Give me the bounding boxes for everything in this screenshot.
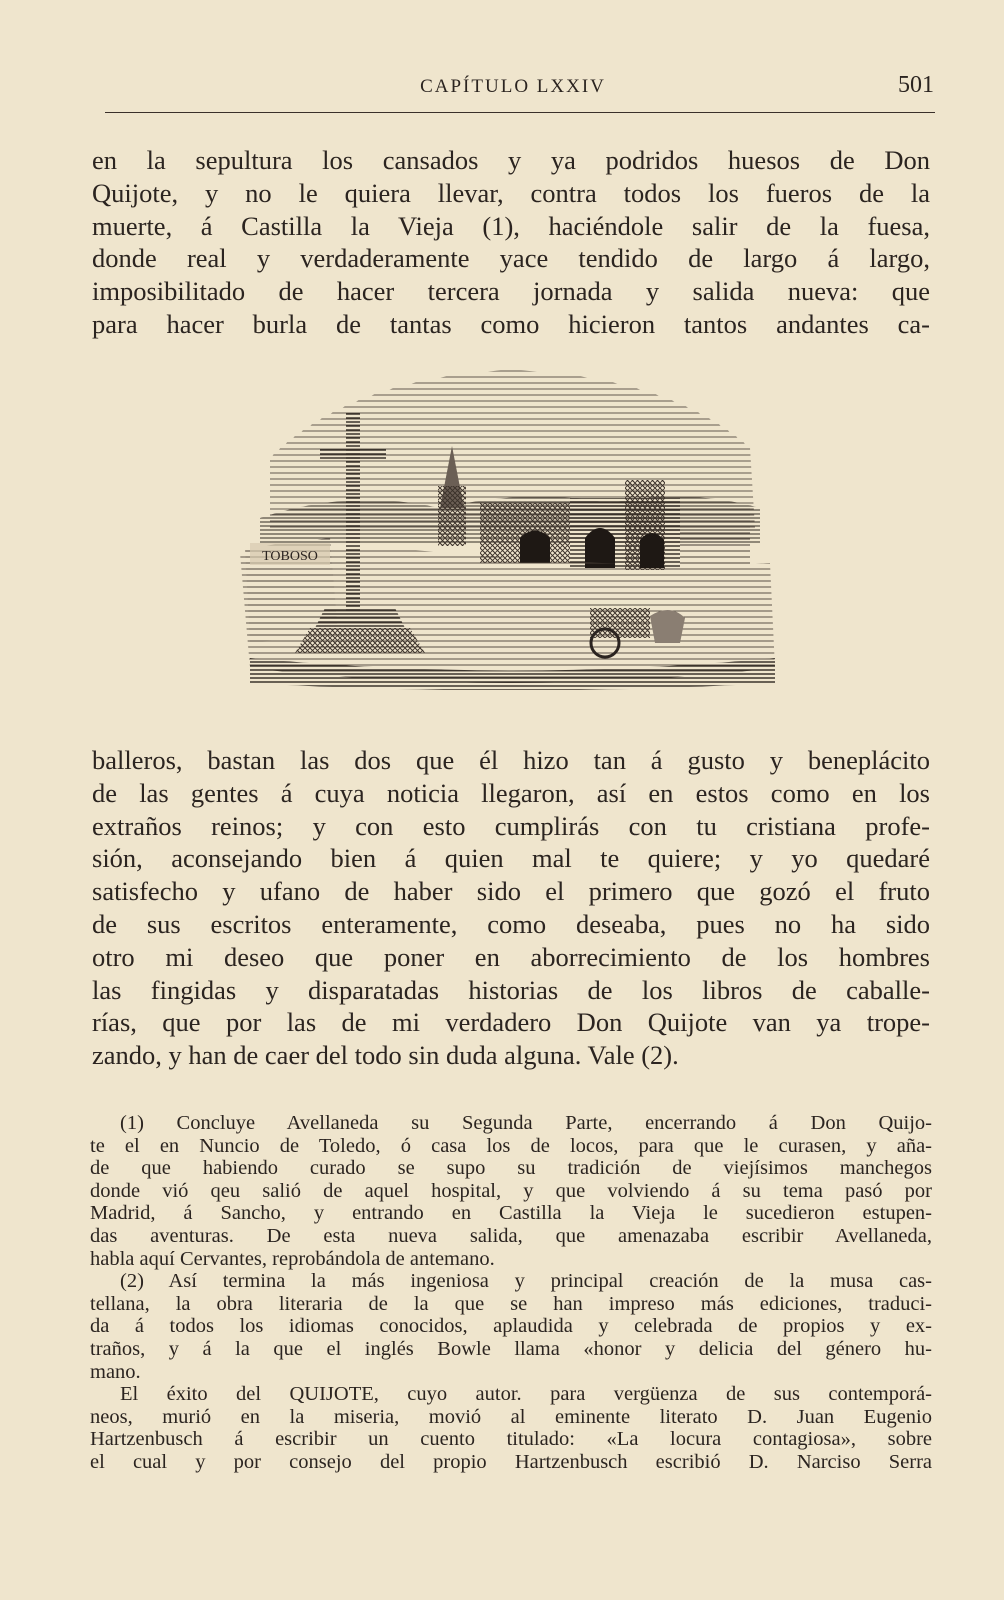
- footnote-line: traños, y á la que el inglés Bowle llama «honor y delicia del género hu-: [90, 1337, 932, 1360]
- body-text-top: [92, 144, 930, 341]
- text-line: balleros, bastan las dos que él hizo tan á gusto y beneplácito: [92, 745, 930, 775]
- text-line: las fingidas y disparatadas historias de los libros de caballe-: [92, 974, 930, 1005]
- footnote-line: Madrid, á Sancho, y entrando en Castilla la Vieja le sucedieron estupen-: [90, 1202, 932, 1225]
- footnote-line: el cual y por consejo del propio Hartzenbusch escribió D. Narciso Serra: [90, 1450, 932, 1473]
- header-rule: [105, 112, 935, 113]
- footnote-line: El éxito del QUIJOTE, cuyo autor. para vergüenza de sus contemporá-: [120, 1383, 932, 1406]
- text-line: muerte, á Castilla la Vieja (1), haciéndole salir de la fuesa,: [92, 210, 930, 241]
- page-number: 501: [898, 72, 934, 98]
- footnote-line: (1) Concluye Avellaneda su Segunda Parte, encerrando á Don Quijo-: [120, 1112, 932, 1134]
- footnote-line: Hartzenbusch á escribir un cuento titulado: «La locura contagiosa», sobre: [90, 1428, 932, 1451]
- footnote-line: te el en Nuncio de Toledo, ó casa los de locos, para que le curasen, y aña-: [90, 1134, 932, 1157]
- text-line: de las gentes á cuya noticia llegaron, así en estos como en los: [92, 777, 930, 808]
- text-line: otro mi deseo que poner en aborrecimiento de los hombres: [92, 941, 930, 972]
- running-head: [92, 72, 934, 102]
- text-line: para hacer burla de tantas como hicieron tantos andantes ca-: [92, 308, 930, 339]
- text-line: de sus escritos enteramente, como deseaba, pues no ha sido: [92, 908, 930, 939]
- text-line: en la sepultura los cansados y ya podridos huesos de Don: [92, 145, 930, 175]
- footnote-line: da á todos los idiomas conocidos, aplaudida y celebrada de propios y ex-: [90, 1315, 932, 1338]
- footnote-line: tellana, la obra literaria de la que se han impreso más ediciones, traduci-: [90, 1292, 932, 1315]
- text-line: rías, que por las de mi verdadero Don Quijote van ya trope-: [92, 1007, 930, 1038]
- text-line: zando, y han de caer del todo sin duda alguna. Vale (2).: [92, 1040, 679, 1071]
- footnotes: [90, 1112, 932, 1474]
- footnote-line: de que habiendo curado se supo su tradición de viejísimos manchegos: [90, 1157, 932, 1180]
- text-line: sión, aconsejando bien á quien mal te quiere; y yo quedaré: [92, 843, 930, 874]
- footnote-line: das aventuras. De esta nueva salida, que amenazaba escribir Avellaneda,: [90, 1224, 932, 1247]
- text-line: imposibilitado de hacer tercera jornada y salida nueva: que: [92, 276, 930, 307]
- engraving-illustration: [230, 368, 790, 690]
- body-text-bottom: [92, 744, 930, 1072]
- text-line: satisfecho y ufano de haber sido el primero que gozó el fruto: [92, 876, 930, 907]
- chapter-title: CAPÍTULO LXXIV: [420, 76, 606, 97]
- footnote-line: neos, murió en la miseria, movió al eminente literato D. Juan Eugenio: [90, 1405, 932, 1428]
- text-line: donde real y verdaderamente yace tendido de largo á largo,: [92, 243, 930, 274]
- footnote-line: habla aquí Cervantes, reprobándola de antemano.: [90, 1247, 495, 1270]
- footnote-line: (2) Así termina la más ingeniosa y principal creación de la musa cas-: [120, 1270, 932, 1293]
- milestone: [245, 538, 338, 643]
- footnote-line: mano.: [90, 1360, 141, 1383]
- footnote-line: donde vió qeu salió de aquel hospital, y que volviendo á su tema pasó por: [90, 1179, 932, 1202]
- text-line: Quijote, y no le quiera llevar, contra todos los fueros de la: [92, 177, 930, 208]
- text-line: extraños reinos; y con esto cumplirás con tu cristiana profe-: [92, 810, 930, 841]
- milestone-label: TOBOSO: [262, 549, 318, 564]
